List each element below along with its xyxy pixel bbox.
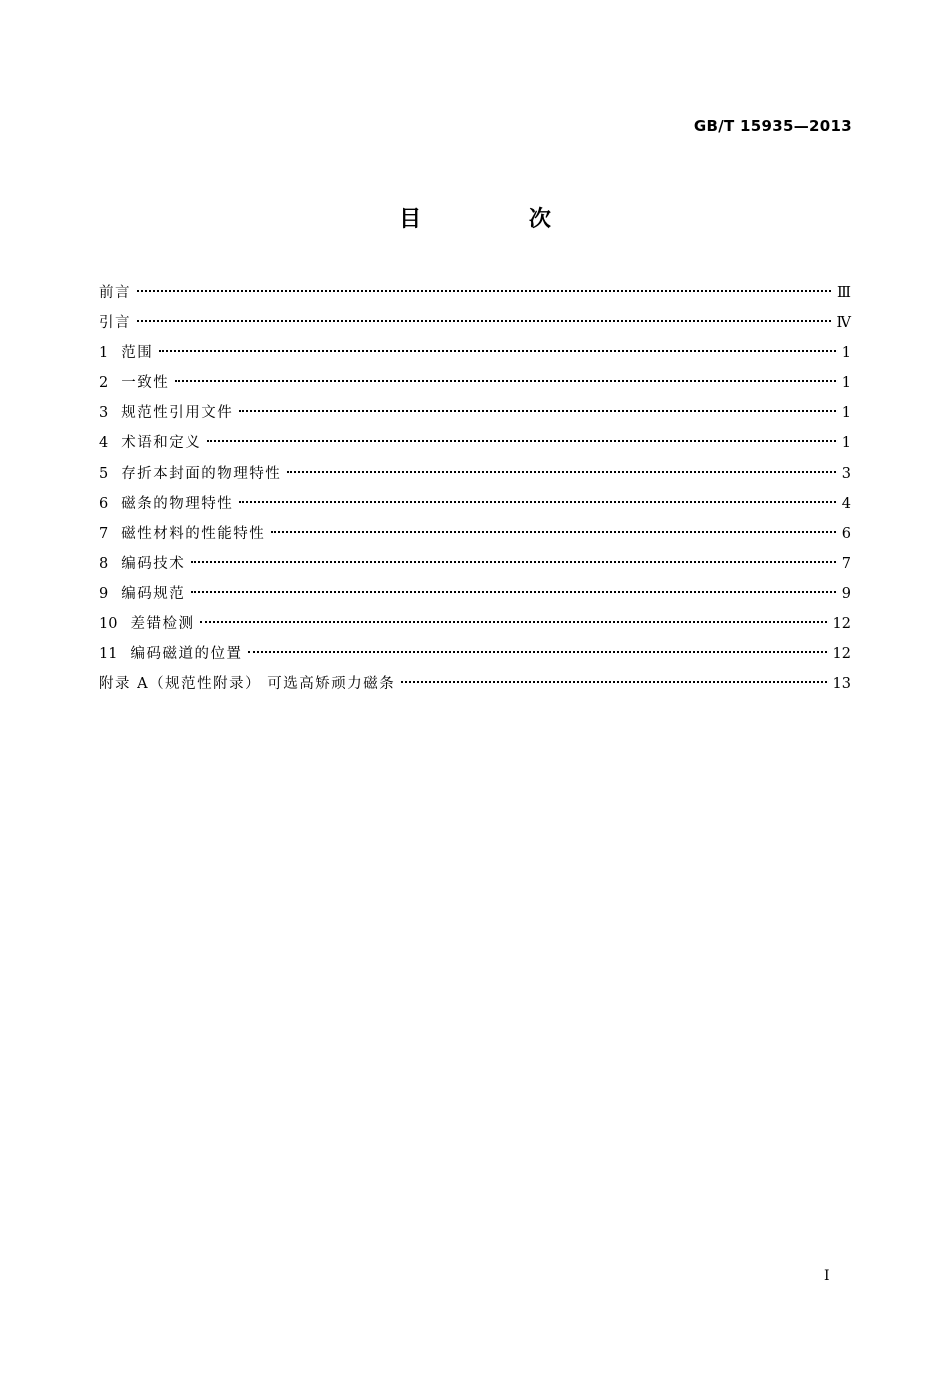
toc-dot-leader [207, 440, 836, 442]
toc-dot-leader [200, 621, 826, 623]
toc-entry-number: 9 [99, 585, 109, 602]
toc-entry-page: 6 [841, 525, 851, 542]
table-of-contents [99, 281, 851, 702]
toc-entry-label: 前言 [99, 285, 131, 301]
toc-entry-page: 3 [841, 465, 851, 482]
toc-dot-leader [401, 681, 826, 683]
toc-entry-label: 附录 A（规范性附录） 可选高矫顽力磁条 [99, 676, 396, 693]
toc-dot-leader [159, 350, 836, 352]
toc-dot-leader [248, 651, 826, 653]
toc-entry-label: 术语和定义 [121, 435, 202, 452]
toc-entry-number: 8 [99, 555, 109, 572]
toc-entry-number: 7 [99, 525, 109, 542]
toc-entry-page: 7 [841, 555, 851, 572]
toc-entry-page: 1 [841, 405, 851, 422]
toc-entry-label: 差错检测 [130, 616, 195, 633]
toc-entry-page: 12 [832, 616, 851, 633]
toc-entry-number: 11 [99, 646, 118, 663]
toc-entry-6[interactable] [99, 492, 851, 522]
toc-entry-3[interactable] [99, 401, 851, 431]
toc-entry-appendix-a[interactable] [99, 672, 851, 702]
toc-entry-label: 编码磁道的位置 [130, 646, 243, 663]
toc-entry-introduction[interactable] [99, 311, 851, 341]
toc-entry-1[interactable] [99, 341, 851, 371]
toc-entry-page: 4 [841, 495, 851, 512]
toc-entry-label: 编码规范 [121, 585, 186, 602]
toc-entry-label: 磁条的物理特性 [121, 495, 234, 512]
toc-entry-7[interactable] [99, 522, 851, 552]
toc-dot-leader [191, 591, 836, 593]
toc-dot-leader [137, 320, 831, 322]
toc-entry-label: 存折本封面的物理特性 [121, 465, 282, 482]
toc-dot-leader [239, 501, 836, 503]
toc-entry-8[interactable] [99, 552, 851, 582]
toc-dot-leader [175, 380, 836, 382]
toc-entry-label: 范围 [121, 345, 154, 362]
toc-entry-5[interactable] [99, 462, 851, 492]
toc-entry-page: Ⅳ [836, 315, 851, 332]
toc-entry-number: 3 [99, 405, 109, 422]
toc-entry-label: 一致性 [121, 375, 170, 392]
toc-entry-preface[interactable] [99, 281, 851, 311]
toc-entry-label: 引言 [99, 315, 131, 332]
toc-dot-leader [239, 410, 836, 412]
toc-dot-leader [287, 471, 836, 473]
toc-entry-4[interactable] [99, 431, 851, 461]
toc-entry-9[interactable] [99, 582, 851, 612]
toc-entry-number: 10 [99, 616, 118, 633]
toc-entry-page: Ⅲ [837, 285, 851, 301]
toc-dot-leader [137, 290, 831, 292]
toc-entry-number: 1 [99, 345, 109, 362]
toc-entry-page: 1 [841, 345, 851, 362]
toc-entry-page: 9 [841, 585, 851, 602]
page-title: 目 次 [399, 207, 601, 232]
toc-entry-10[interactable] [99, 612, 851, 642]
toc-entry-2[interactable] [99, 371, 851, 401]
toc-entry-label: 规范性引用文件 [121, 405, 234, 422]
page-number: I [824, 1268, 830, 1284]
toc-dot-leader [271, 531, 836, 533]
toc-entry-11[interactable] [99, 642, 851, 672]
toc-entry-label: 编码技术 [121, 555, 186, 572]
toc-entry-number: 5 [99, 465, 109, 482]
toc-entry-number: 2 [99, 375, 109, 392]
standard-number: GB/T 15935—2013 [693, 117, 852, 135]
toc-entry-page: 1 [841, 375, 851, 392]
toc-dot-leader [191, 561, 836, 563]
toc-entry-number: 6 [99, 495, 109, 512]
toc-entry-page: 1 [841, 435, 851, 452]
toc-entry-label: 磁性材料的性能特性 [121, 525, 266, 542]
toc-entry-page: 13 [832, 676, 851, 693]
toc-entry-page: 12 [832, 646, 851, 663]
toc-entry-number: 4 [99, 435, 109, 452]
